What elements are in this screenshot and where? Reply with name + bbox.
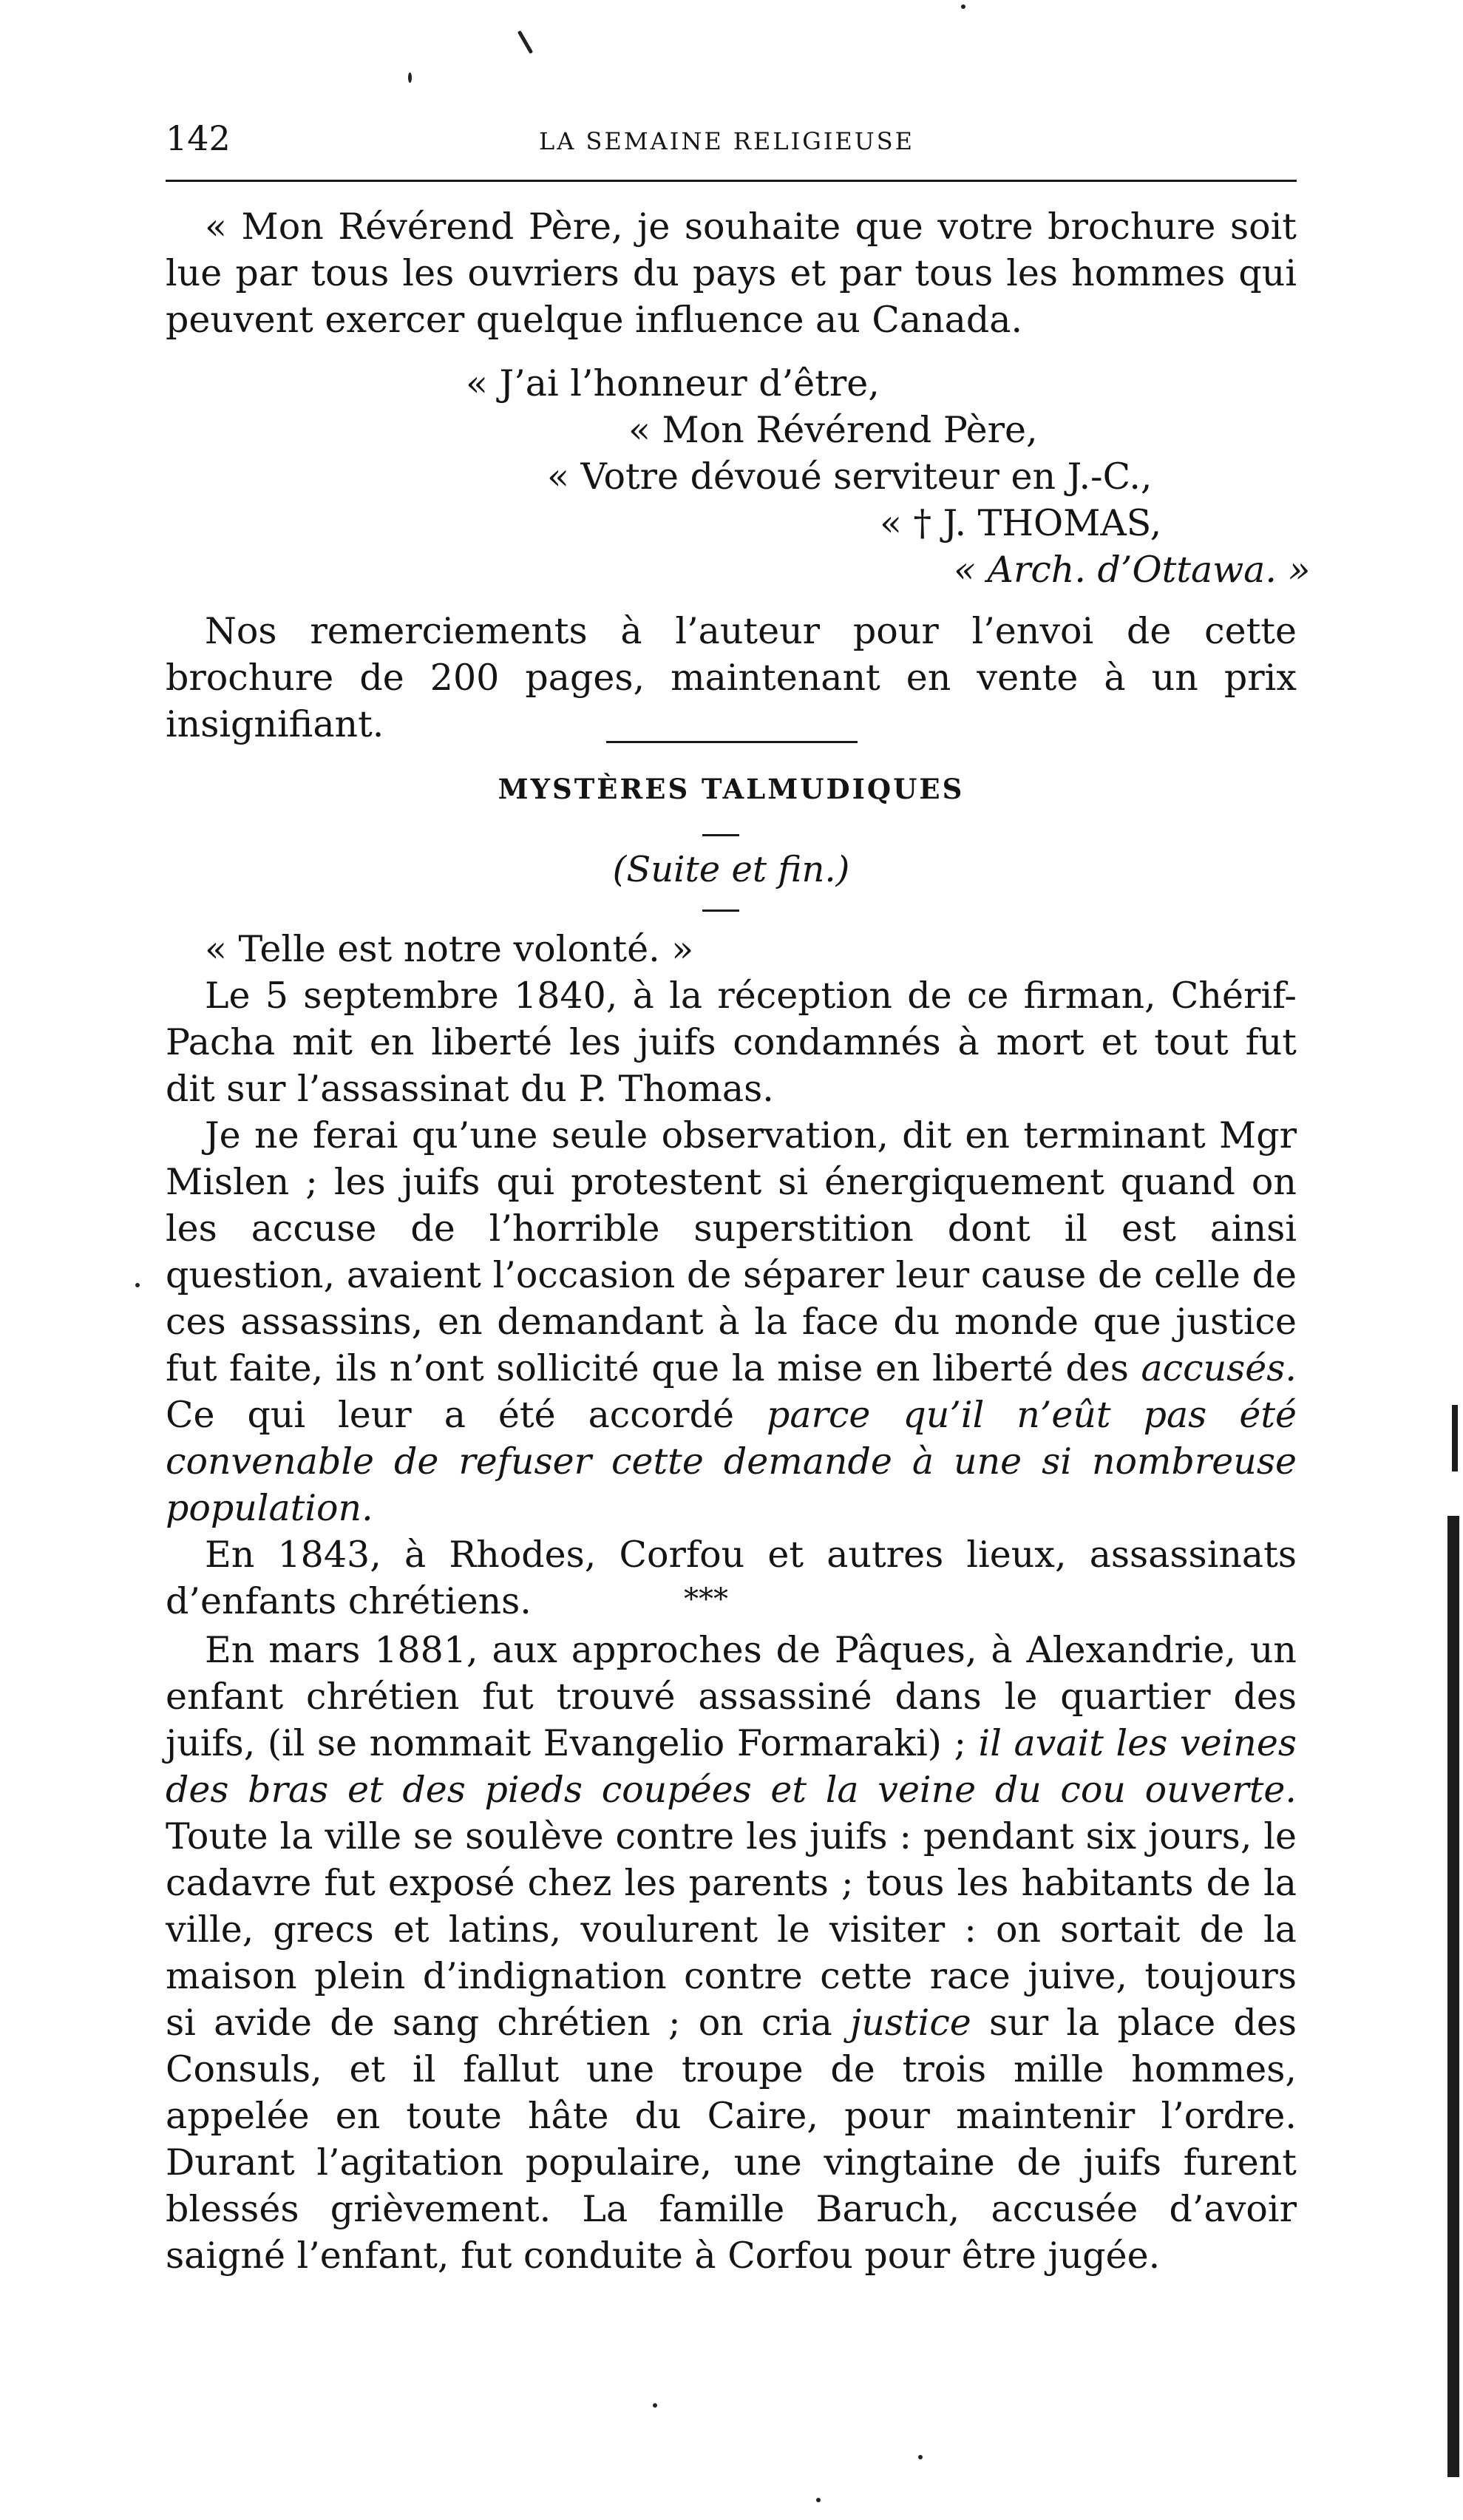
page-header — [166, 118, 1289, 163]
scan-speck — [918, 2455, 923, 2459]
italic-run: accusés. — [1141, 1347, 1297, 1389]
article-title: MYSTÈRES TALMUDIQUES — [498, 773, 965, 805]
text-run: En mars 1881, aux approches de Pâques, à Alexandrie, un enfant chrétien fut trouvé assassiné dans le quartier des juifs, (il se nommait Evangelio Formaraki) ; — [166, 1629, 1297, 1764]
note-block — [166, 608, 1297, 748]
scan-speck — [961, 4, 965, 9]
article-subtitle: (Suite et fin.) — [612, 849, 850, 890]
section-divider — [606, 741, 858, 743]
scan-speck — [653, 2403, 657, 2408]
article-paragraph: « Telle est notre volonté. » — [205, 928, 694, 970]
letter-paragraph: « Mon Révérend Père, je souhaite que votre brochure soit lue par tous les ouvriers du pays et par tous les hommes qui peuvent exercer quelque influence au Canada. — [166, 206, 1297, 341]
running-title: LA SEMAINE RELIGIEUSE — [539, 127, 915, 155]
letter-signature: « † J. THOMAS, — [880, 502, 1162, 544]
note-paragraph: Nos remerciements à l’auteur pour l’envoi de cette brochure de 200 pages, maintenant en vente à un prix insignifiant. — [166, 610, 1297, 745]
italic-run: il avait les veines des bras et des pieds coupées et la veine du cou ouverte. — [166, 1722, 1297, 1811]
page-number: 142 — [166, 118, 231, 158]
italic-run: parce qu’il n’eût pas été convenable de refuser cette demande à une si nombreuse population. — [166, 1394, 1297, 1529]
article-paragraph: Le 5 septembre 1840, à la réception de ce firman, Chérif-Pacha mit en liberté les juifs condamnés à mort et tout fut dit sur l’assassinat du P. Thomas. — [166, 975, 1297, 1110]
letter-closing: « J’ai l’honneur d’être, — [466, 362, 880, 404]
binding-edge — [1447, 1516, 1459, 2477]
article-paragraph — [166, 1627, 1297, 2279]
article-paragraph — [166, 1112, 1297, 1531]
italic-run: justice — [850, 2002, 971, 2044]
letter-closing: « Votre dévoué serviteur en J.-C., — [547, 455, 1153, 498]
title-dash — [702, 834, 739, 836]
text-run: Toute la ville se soulève contre les juifs : pendant six jours, le cadavre fut exposé chez les parents ; tous les habitants de la ville, grecs et latins, voulurent le visiter : on sortait de la maison plein d’indignation contre cette race juive, toujours si avide de sang chrétien ; on cria — [166, 1815, 1297, 2044]
binding-edge — [1452, 1405, 1458, 1471]
scan-speck — [135, 1283, 140, 1287]
text-run: Je ne ferai qu’une seule observation, dit en terminant Mgr Mislen ; les juifs qui protestent si énergiquement quand on les accuse de l’horrible superstition dont il est ainsi question, avaient l’occasion de séparer leur cause de celle de ces assassins, en demandant à la face du monde que justice fut faite, ils n’ont sollicité que la mise en liberté des — [166, 1114, 1297, 1389]
text-run: sur la place des Consuls, et il fallut une troupe de trois mille hommes, appelée en toute hâte du Caire, pour maintenir l’ordre. Durant l’agitation populaire, une vingtaine de juifs furent blessés grièvement. La famille Baruch, accusée d’avoir saigné l’enfant, fut conduite à Corfou pour être jugée. — [166, 2002, 1297, 2277]
article-paragraph: En 1843, à Rhodes, Corfou et autres lieux, assassinats d’enfants chrétiens. — [166, 1534, 1297, 1622]
scan-speck — [408, 72, 412, 83]
header-rule — [166, 180, 1297, 182]
scan-speck — [517, 30, 533, 54]
article-body-continued — [166, 1627, 1297, 2279]
section-asterism: *** — [684, 1582, 728, 1616]
article-body — [166, 926, 1297, 1625]
letter-closing: « Mon Révérend Père, — [628, 409, 1038, 451]
text-run: Ce qui leur a été accordé — [166, 1394, 767, 1436]
letter-signature-title: « Arch. d’Ottawa. » — [954, 549, 1311, 591]
letter-block — [166, 203, 1297, 343]
scan-speck — [816, 2498, 821, 2502]
subtitle-dash — [702, 910, 739, 912]
